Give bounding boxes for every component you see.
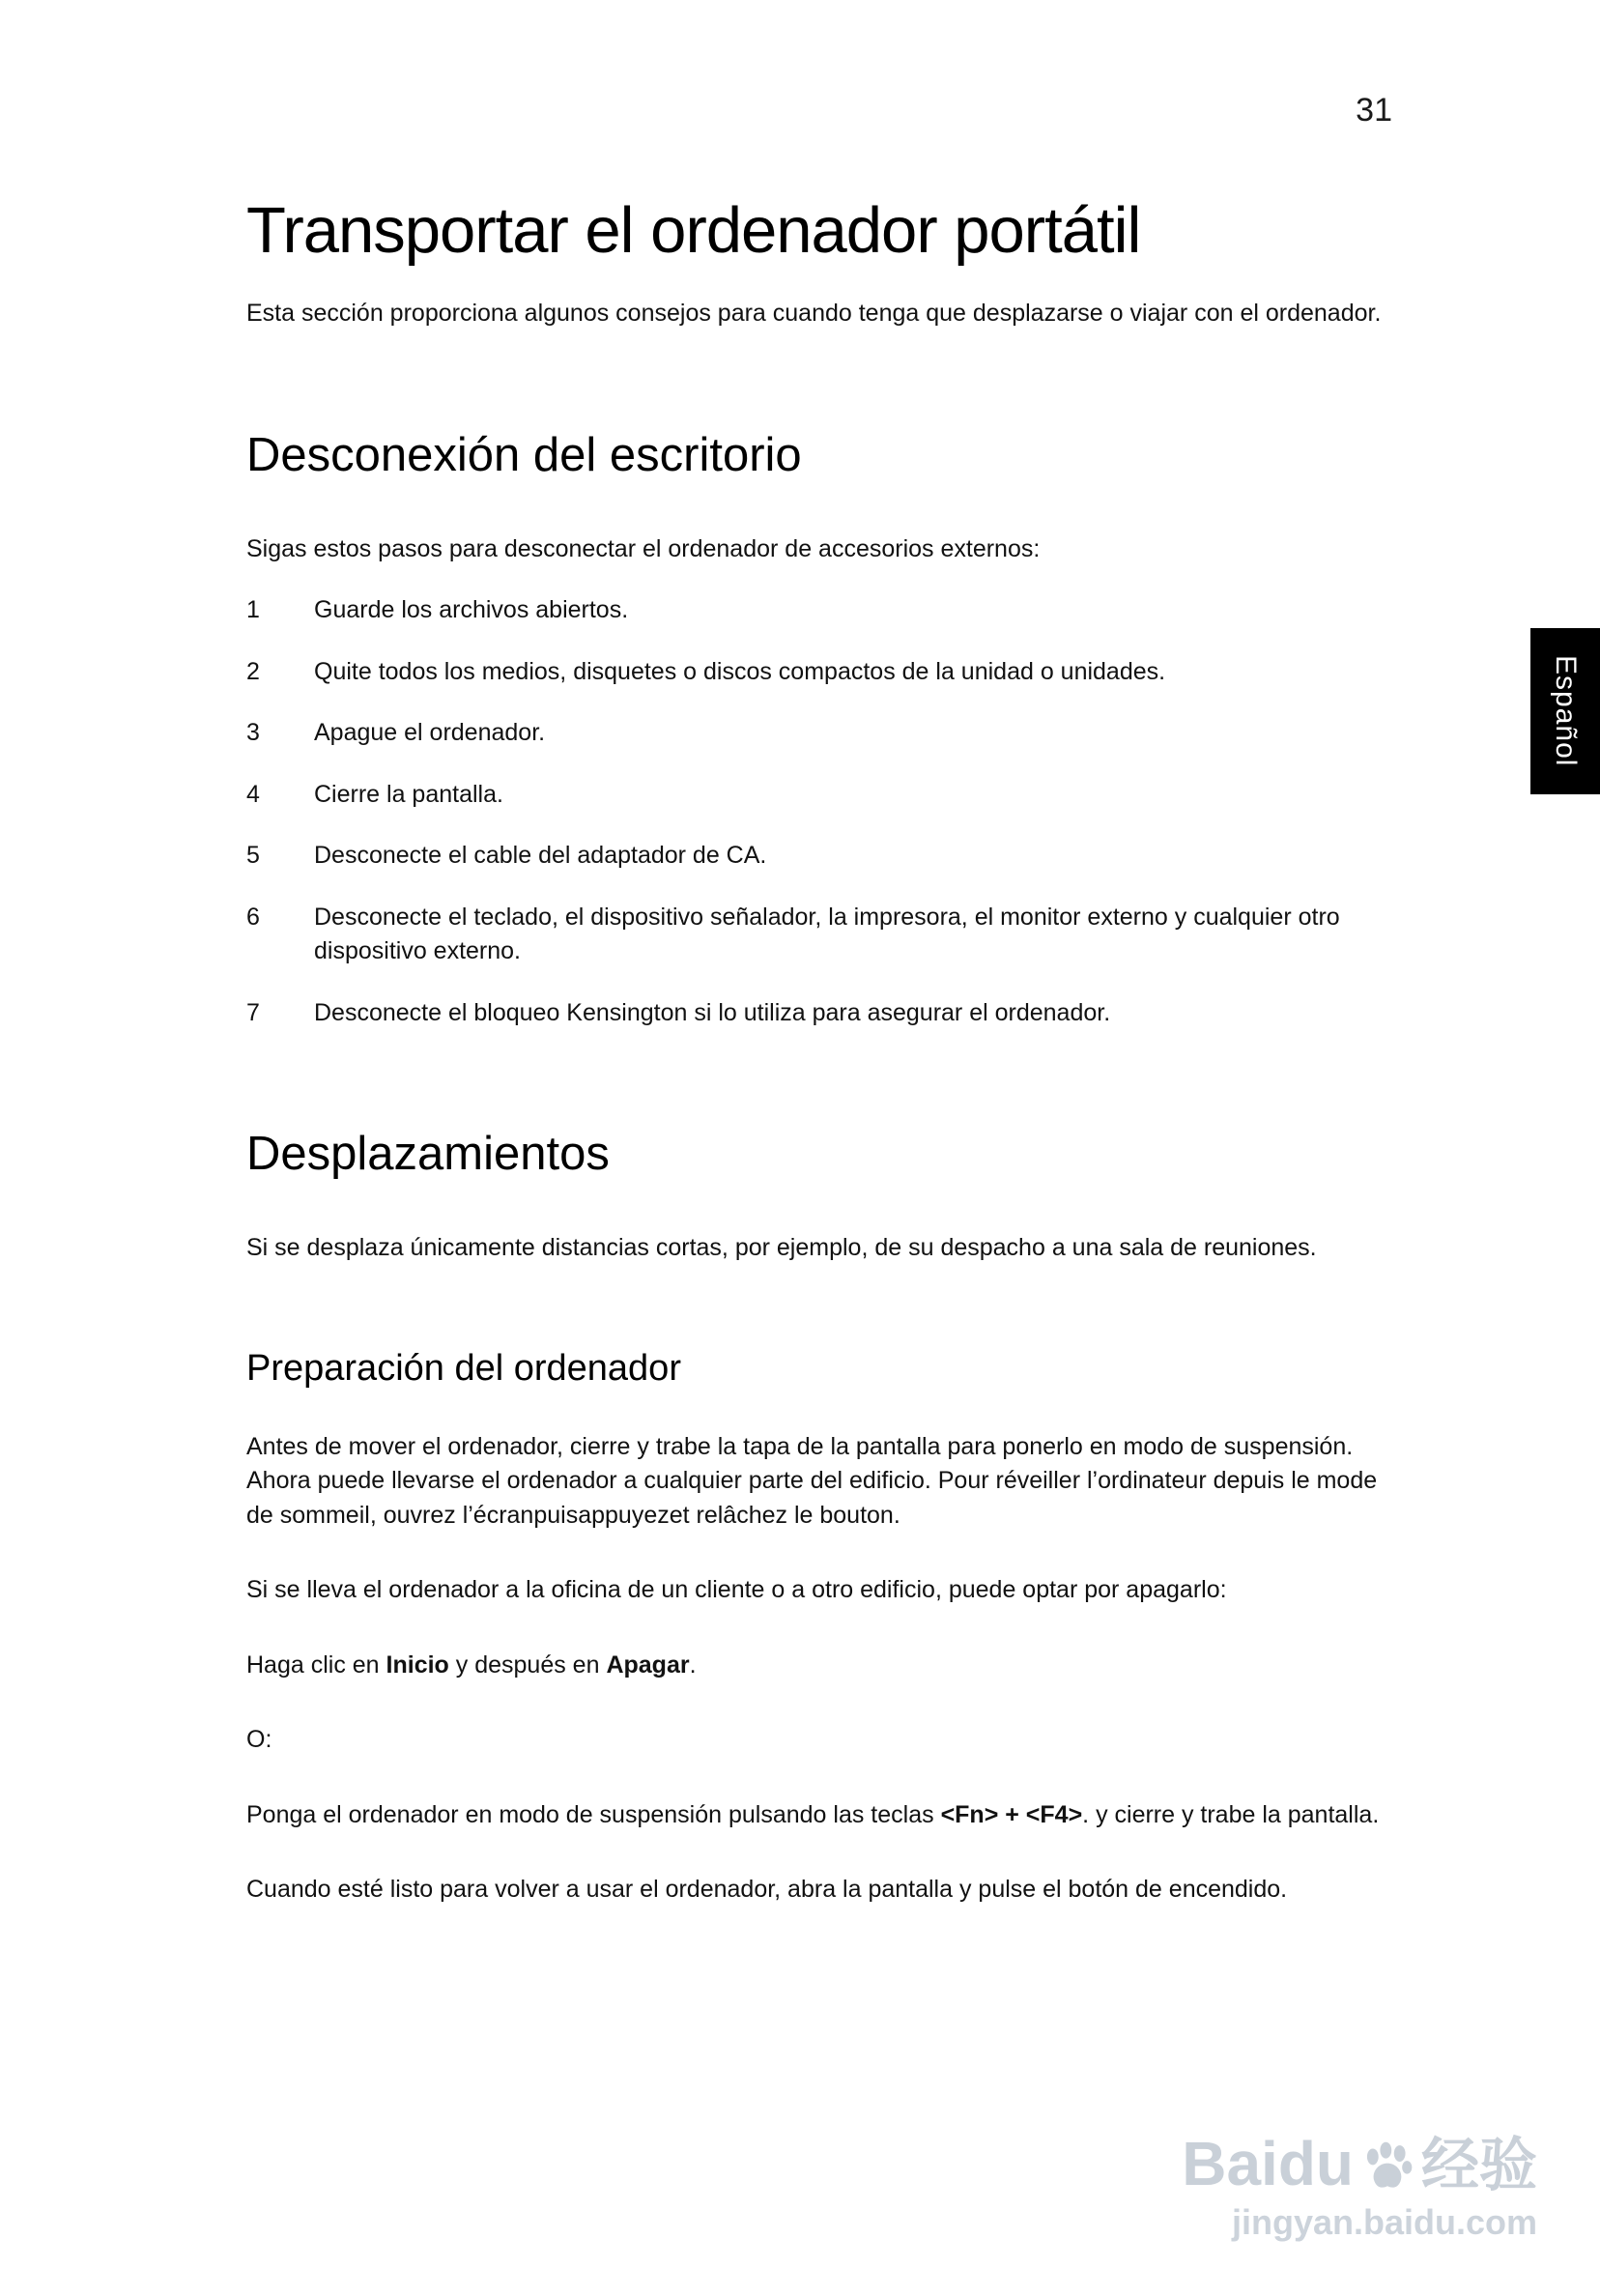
- prep-paragraph-4: O:: [246, 1726, 272, 1753]
- step-item: [246, 593, 1396, 628]
- step-item: [246, 901, 1396, 969]
- prep-p5-text: Ponga el ordenador en modo de suspensión pulsando las teclas: [246, 1800, 941, 1828]
- step-number: 2: [246, 657, 260, 685]
- prep-paragraph-3: [246, 1649, 1396, 1683]
- sub-heading-preparacion: Preparación del ordenador: [246, 1347, 681, 1389]
- prep-paragraph-5: [246, 1798, 1396, 1833]
- watermark-brand-row: [1182, 2129, 1537, 2198]
- page-content: [246, 0, 1396, 1908]
- step-item: [246, 716, 1396, 751]
- step-number: 5: [246, 842, 260, 869]
- section-heading-desplazamientos: Desplazamientos: [246, 1128, 610, 1180]
- step-number: 6: [246, 903, 260, 931]
- step-number: 4: [246, 780, 260, 808]
- step-number: 3: [246, 719, 260, 746]
- desplazamientos-lead: Si se desplaza únicamente distancias cortas, por ejemplo, de su despacho a una sala de reuniones.: [246, 1234, 1317, 1261]
- apagar-bold-label: Apagar: [606, 1650, 690, 1679]
- paw-icon: [1361, 2140, 1414, 2193]
- page-title: Transportar el ordenador portátil: [246, 194, 1141, 267]
- watermark-url: jingyan.baidu.com: [1231, 2202, 1537, 2242]
- prep-p3-text: y después en: [448, 1650, 607, 1679]
- prep-p5-text: . y cierre y trabe la pantalla.: [1082, 1800, 1380, 1828]
- prep-p3-text: Haga clic en: [246, 1650, 386, 1679]
- desconexion-lead: Sigas estos pasos para desconectar el ordenador de accesorios externos:: [246, 534, 1041, 562]
- baidu-watermark: [1182, 2129, 1537, 2243]
- step-item: [246, 655, 1396, 690]
- step-number: 1: [246, 596, 260, 623]
- step-item: [246, 996, 1396, 1031]
- step-text: Desconecte el teclado, el dispositivo señalador, la impresora, el monitor externo y cualquier otro dispositivo externo.: [314, 903, 1340, 964]
- prep-paragraph-6: Cuando esté listo para volver a usar el ordenador, abra la pantalla y pulse el botón de encendido.: [246, 1876, 1288, 1903]
- step-text: Desconecte el cable del adaptador de CA.: [314, 842, 767, 869]
- prep-paragraph-1: Antes de mover el ordenador, cierre y trabe la tapa de la pantalla para ponerlo en modo de suspensión. Ahora puede llevarse el ordenador a cualquier parte del edificio. Pour réveiller l’ordinateur depuis le mode de sommeil, ouvrez l’écranpuisappuyezet relâchez le bouton.: [246, 1432, 1378, 1529]
- disconnect-steps-list: [246, 593, 1396, 1030]
- step-text: Guarde los archivos abiertos.: [314, 596, 629, 623]
- step-text: Cierre la pantalla.: [314, 780, 503, 808]
- watermark-brand-cjk: 经验: [1421, 2133, 1537, 2197]
- watermark-brand-text: Baidu: [1182, 2129, 1354, 2198]
- step-number: 7: [246, 998, 260, 1026]
- step-text: Apague el ordenador.: [314, 719, 546, 746]
- section-heading-desconexion: Desconexión del escritorio: [246, 428, 802, 481]
- prep-paragraph-2: Si se lleva el ordenador a la oficina de un cliente o a otro edificio, puede optar por apagarlo:: [246, 1576, 1227, 1603]
- intro-paragraph: Esta sección proporciona algunos consejos para cuando tenga que desplazarse o viajar con el ordenador.: [246, 300, 1382, 327]
- step-item: [246, 839, 1396, 874]
- fn-f4-keys-bold-label: <Fn> + <F4>: [940, 1800, 1083, 1828]
- step-text: Quite todos los medios, disquetes o discos compactos de la unidad o unidades.: [314, 657, 1166, 685]
- prep-p3-text: .: [689, 1650, 697, 1679]
- page-number: 31: [1356, 92, 1392, 129]
- step-item: [246, 778, 1396, 813]
- language-tab-espanol: Español: [1530, 628, 1600, 794]
- inicio-bold-label: Inicio: [386, 1650, 449, 1679]
- step-text: Desconecte el bloqueo Kensington si lo utiliza para asegurar el ordenador.: [314, 998, 1111, 1026]
